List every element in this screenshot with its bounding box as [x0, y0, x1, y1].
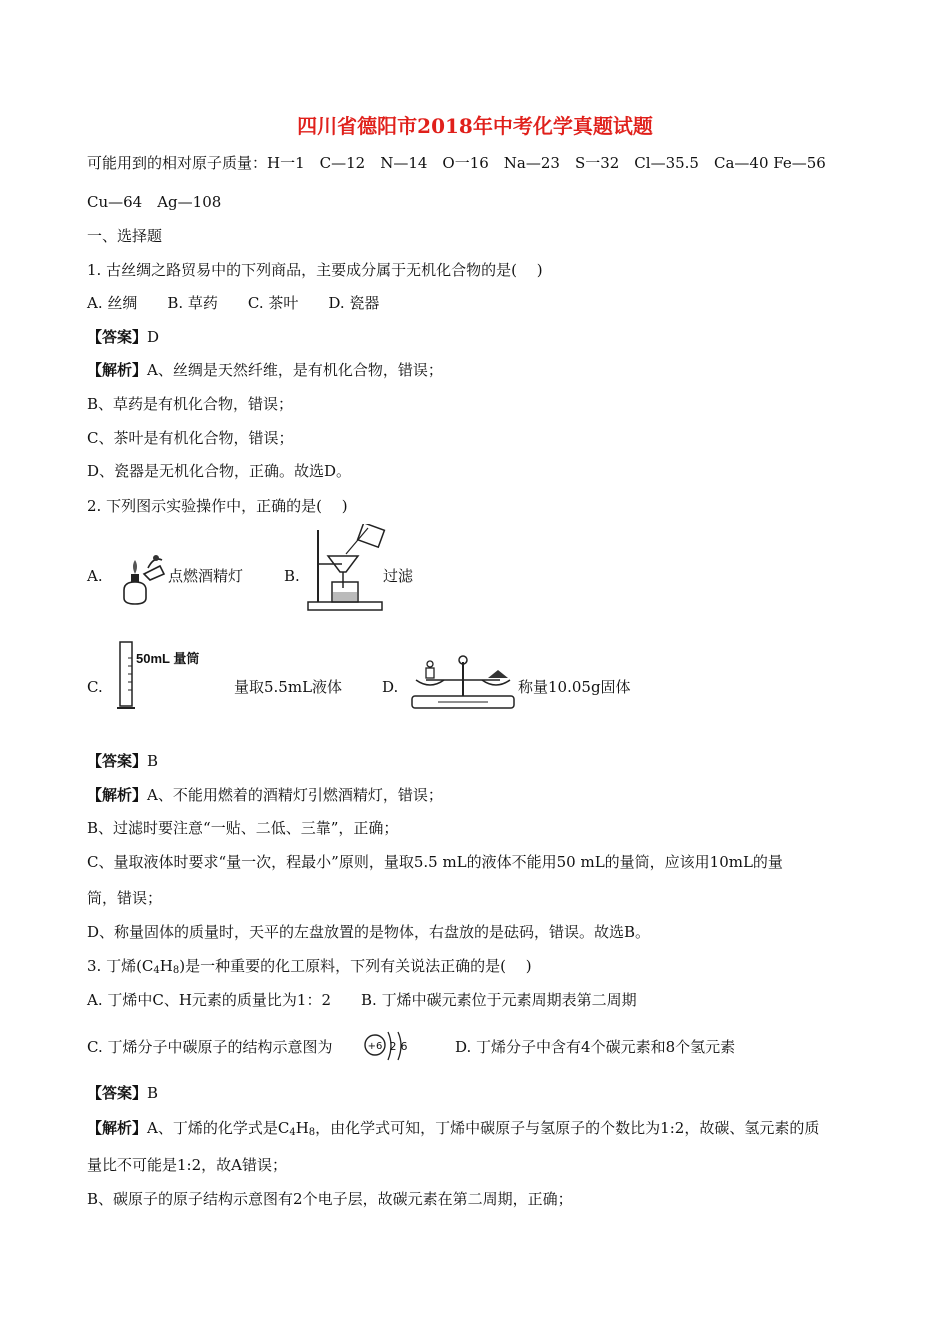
- answer-tag: 【答案】: [87, 1084, 148, 1102]
- q1-analysis-a: 【解析】A、丝绸是天然纤维，是有机化合物，错误；: [87, 361, 443, 379]
- q2-option-d-letter: D.: [382, 678, 399, 696]
- q1-analysis-d: D、瓷器是无机化合物，正确。故选D。: [87, 462, 352, 480]
- atomic-masses-line-1: 可能用到的相对原子质量：H一1 C—12 N—14 O一16 Na—23 S一32 Cl—35.5 Ca—40 Fe—56: [87, 154, 826, 172]
- balance-scale-figure: [408, 650, 518, 712]
- q2-analysis-a: 【解析】A、不能用燃着的酒精灯引燃酒精灯，错误；: [87, 786, 443, 804]
- q1-answer: [87, 327, 159, 347]
- q2-option-a-letter: A.: [87, 567, 103, 585]
- q1-analysis-b: B、草药是有机化合物，错误；: [87, 395, 294, 413]
- q2-analysis-d: D、称量固体的质量时，天平的左盘放置的是物体，右盘放的是砝码，错误。故选B。: [87, 923, 651, 941]
- answer-value: B: [147, 752, 159, 770]
- q3-option-d: D. 丁烯分子中含有4个碳元素和8个氢元素: [455, 1038, 736, 1056]
- q2-option-d-text: 称量10.05g固体: [518, 678, 631, 696]
- atomic-masses-line-2: Cu—64 Ag—108: [87, 193, 222, 211]
- atom-shell-2-count: 6: [400, 1040, 408, 1053]
- analysis-tag: 【解析】: [87, 1119, 148, 1137]
- q2-option-b-letter: B.: [284, 567, 300, 585]
- q3-analysis-a-line-1: 【解析】A、丁烯的化学式是$C_4H_8$，由化学式可知，丁烯中碳原子与氢原子的个数比为1:2，故碳、氢元素的质: [87, 1119, 820, 1138]
- atom-nucleus-label: +6: [367, 1041, 383, 1052]
- filtration-figure: [306, 524, 386, 614]
- q3-stem: 3. 丁烯$(C_4H_8)$是一种重要的化工原料，下列有关说法正确的是( ): [87, 957, 532, 976]
- graduated-cylinder-figure: [116, 640, 136, 712]
- q1-options: A. 丝绸 B. 草药 C. 茶叶 D. 瓷器: [87, 294, 380, 312]
- alcohol-lamp-figure: [118, 546, 168, 608]
- q2-option-c-letter: C.: [87, 678, 103, 696]
- section-heading: 一、选择题: [87, 227, 163, 245]
- q2-stem: 2. 下列图示实验操作中，正确的是( ): [87, 497, 348, 515]
- cylinder-label: 50mL 量筒: [136, 651, 200, 666]
- q2-option-a-text: 点燃酒精灯: [168, 567, 244, 585]
- q3-option-c: C. 丁烯分子中碳原子的结构示意图为: [87, 1038, 333, 1056]
- analysis-tag: 【解析】: [87, 361, 148, 379]
- q3-answer: [87, 1083, 158, 1103]
- q1-stem: 1. 古丝绸之路贸易中的下列商品，主要成分属于无机化合物的是( ): [87, 261, 543, 279]
- page-title: 四川省德阳市2018年中考化学真题试题: [297, 114, 653, 138]
- q2-option-c-text: 量取5.5mL液体: [234, 678, 343, 696]
- answer-value: D: [147, 328, 160, 346]
- q2-analysis-c-line-1: C、量取液体时要求“量一次，程最小”原则，量取5.5 mL的液体不能用50 mL的量筒，应该用10mL的量: [87, 853, 783, 871]
- answer-tag: 【答案】: [87, 328, 148, 346]
- q3-analysis-b: B、碳原子的原子结构示意图有2个电子层，故碳元素在第二周期，正确；: [87, 1190, 573, 1208]
- answer-tag: 【答案】: [87, 752, 148, 770]
- atom-shell-1-count: 2: [389, 1040, 397, 1053]
- q2-analysis-c-line-2: 筒，错误；: [87, 889, 163, 907]
- carbon-atom-structure-diagram: [364, 1028, 414, 1064]
- q3-analysis-a-line-2: 量比不可能是1:2，故A错误；: [87, 1156, 287, 1174]
- answer-value: B: [147, 1084, 159, 1102]
- q3-options-a-b: A. 丁烯中C、H元素的质量比为1：2 B. 丁烯中碳元素位于元素周期表第二周期: [87, 991, 637, 1009]
- q1-analysis-c: C、茶叶是有机化合物，错误；: [87, 429, 294, 447]
- analysis-tag: 【解析】: [87, 786, 148, 804]
- q2-answer: [87, 751, 158, 771]
- q2-analysis-b: B、过滤时要注意“一贴、二低、三靠”，正确；: [87, 819, 399, 837]
- q2-option-b-text: 过滤: [383, 567, 414, 585]
